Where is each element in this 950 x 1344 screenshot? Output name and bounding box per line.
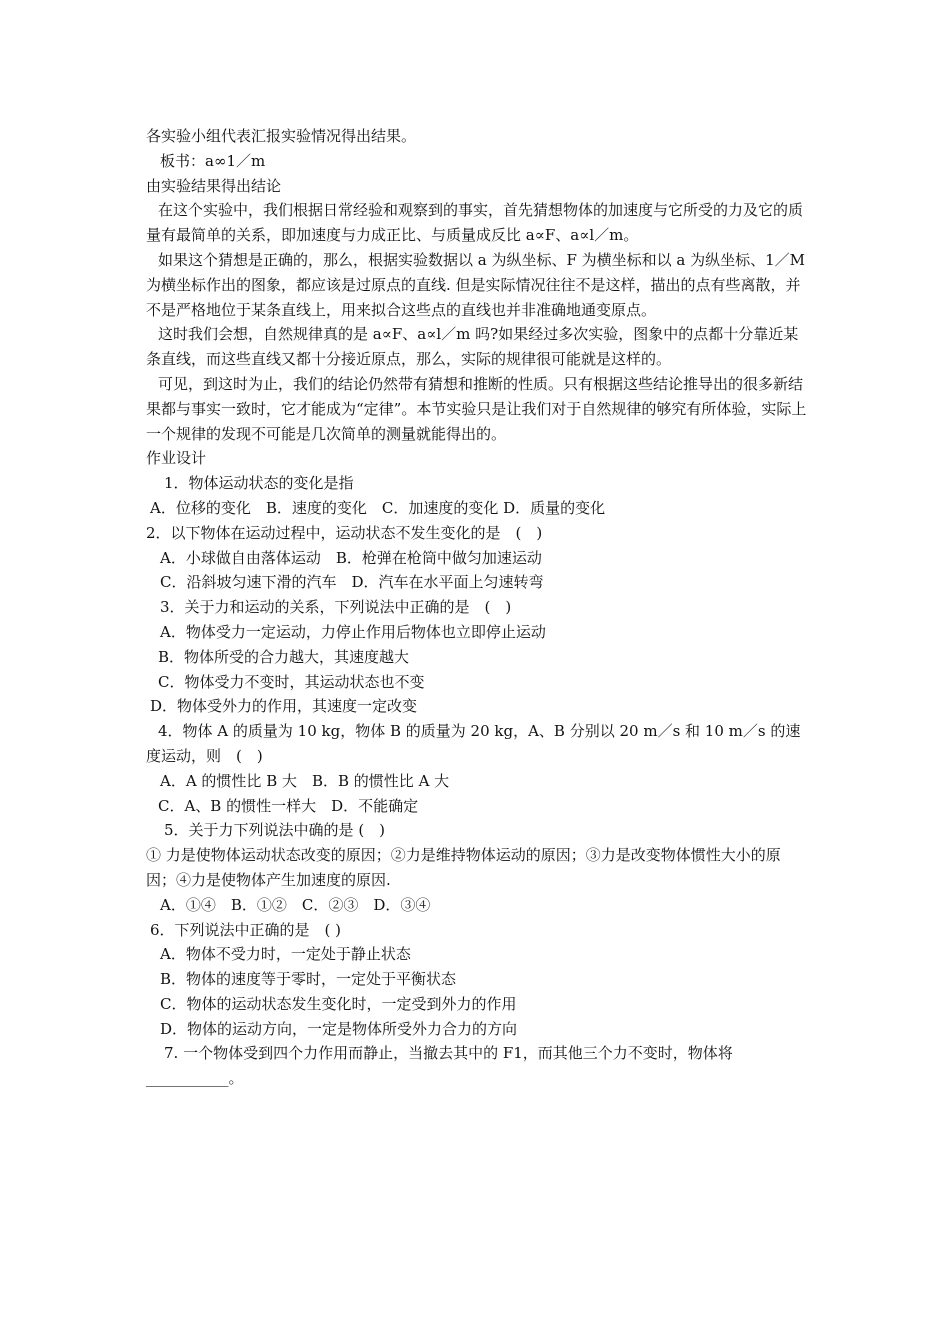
doc-line: 3．关于力和运动的关系，下列说法中正确的是 ( )	[160, 598, 512, 617]
doc-line: C．物体受力不变时，其运动状态也不变	[158, 672, 425, 691]
doc-line: 在这个实验中，我们根据日常经验和观察到的事实，首先猜想物体的加速度与它所受的力及它的质量有最简单的关系，即加速度与力成正比、与质量成反比 a∝F、a∝l／m。	[146, 201, 804, 245]
doc-line: 7. 一个物体受到四个力作用而静止，当撤去其中的 F1，而其他三个力不变时，物体将___________。	[146, 1044, 733, 1088]
doc-line: 板书：a∞1／m	[160, 151, 266, 170]
doc-line: 由实验结果得出结论	[146, 176, 282, 195]
doc-line: ① 力是使物体运动状态改变的原因；②力是维持物体运动的原因；③力是改变物体惯性大小的原因；④力是使物体产生加速度的原因.	[146, 846, 781, 889]
doc-line: A．A 的惯性比 B 大 B．B 的惯性比 A 大	[160, 771, 450, 790]
doc-line: A．小球做自由落体运动 B．枪弹在枪筒中做匀加速运动	[160, 548, 542, 567]
doc-line: 6．下列说法中正确的是 ( )	[150, 920, 342, 939]
doc-line: A．物体受力一定运动，力停止作用后物体也立即停止运动	[160, 622, 546, 641]
doc-line: 如果这个猜想是正确的，那么，根据实验数据以 a 为纵坐标、F 为横坐标和以 a 为纵坐标、1／M 为横坐标作出的图象，都应该是过原点的直线. 但是实际情况往往不是这样，描出的点有些离散，并不是严格地位于某条直线上，用来拟合这些点的直线也并非准确地通变原点。	[146, 250, 806, 319]
doc-line: 4．物体 A 的质量为 10 kg，物体 B 的质量为 20 kg，A、B 分别以 20 m／s 和 10 m／s 的速度运动，则 ( )	[146, 722, 801, 765]
doc-line: 可见，到这时为止，我们的结论仍然带有猜想和推断的性质。只有根据这些结论推导出的很多新结果都与事实一致时，它才能成为“定律”。本节实验只是让我们对于自然规律的够究有所体验，实际上一个规律的发现不可能是几次简单的测量就能得出的。	[146, 374, 807, 443]
doc-line: 作业设计	[146, 449, 207, 468]
doc-line: 1．物体运动状态的变化是指	[164, 474, 354, 493]
doc-line: D．物体受外力的作用，其速度一定改变	[150, 697, 418, 716]
doc-line: B．物体所受的合力越大，其速度越大	[158, 647, 410, 666]
doc-line: A．位移的变化 B．速度的变化 C．加速度的变化 D．质量的变化	[150, 498, 606, 517]
doc-line: A．①④ B．①② C．②③ D．③④	[160, 895, 431, 914]
doc-line: B．物体的速度等于零时，一定处于平衡状态	[160, 970, 457, 989]
document-body	[146, 124, 810, 1091]
doc-line: C．沿斜坡匀速下滑的汽车 D．汽车在水平面上匀速转弯	[160, 573, 544, 592]
doc-line: C．物体的运动状态发生变化时，一定受到外力的作用	[160, 994, 517, 1013]
doc-line: 各实验小组代表汇报实验情况得出结果。	[146, 127, 417, 145]
doc-line: 这时我们会想，自然规律真的是 a∝F、a∝l／m 吗?如果经过多次实验，图象中的点都十分靠近某条直线，而这些直线又都十分接近原点，那么，实际的规律很可能就是这样的。	[146, 325, 799, 369]
doc-line: 5．关于力下列说法中确的是 ( )	[164, 821, 386, 840]
doc-line: 2．以下物体在运动过程中，运动状态不发生变化的是 ( )	[146, 523, 543, 542]
doc-line: C．A、B 的惯性一样大 D．不能确定	[158, 796, 419, 815]
doc-line: D．物体的运动方向，一定是物体所受外力合力的方向	[160, 1019, 518, 1038]
doc-line: A．物体不受力时，一定处于静止状态	[160, 945, 411, 964]
